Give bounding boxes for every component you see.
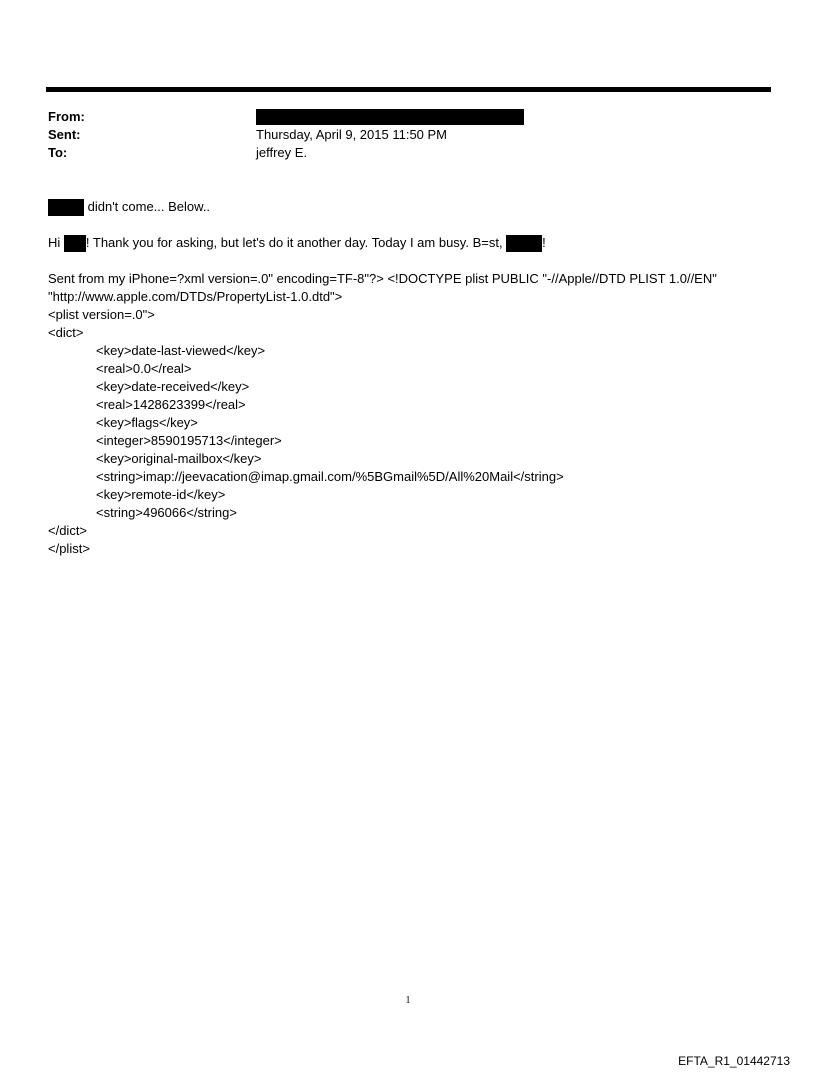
plist-line: <string>496066</string> [96,505,237,520]
page-number: 1 [405,995,411,1006]
body-line-2-mid: ! Thank you for asking, but let's do it another day. Today I am busy. B=st, [85,235,507,250]
sent-row [48,126,768,144]
from-redaction [256,109,524,125]
from-label: From: [48,109,85,124]
plist-line: <real>1428623399</real> [96,397,246,412]
bates-number: EFTA_R1_01442713 [678,1054,790,1068]
plist-line: <key>date-received</key> [96,379,250,394]
plist-line: "http://www.apple.com/DTDs/PropertyList-1.0.dtd"> [48,289,343,304]
body-line-2-end: ! [542,235,546,250]
body-line-2 [48,234,546,252]
body-line-1 [48,198,210,216]
to-label: To: [48,145,68,160]
plist-line: <key>flags</key> [96,415,198,430]
to-value: jeffrey E. [256,145,308,160]
plist-line: <key>remote-id</key> [96,487,226,502]
plist-line: </plist> [48,541,90,556]
body-line-2-hi: Hi [48,235,64,250]
sent-label: Sent: [48,127,81,142]
plist-line: <dict> [48,325,84,340]
sent-value: Thursday, April 9, 2015 11:50 PM [256,127,448,142]
plist-line: <key>original-mailbox</key> [96,451,262,466]
plist-line: <string>imap://jeevacation@imap.gmail.com/%5BGmail%5D/All%20Mail</string> [96,469,564,484]
to-row [48,144,768,162]
plist-line: <integer>8590195713</integer> [96,433,282,448]
plist-line: <plist version=.0"> [48,307,155,322]
plist-line: Sent from my iPhone=?xml version=.0" encoding=TF-8"?> <!DOCTYPE plist PUBLIC "-//Apple//DTD PLIST 1.0//EN" [48,271,717,286]
plist-line: </dict> [48,523,88,538]
recipient-name-redaction [64,235,86,252]
plist-line: <real>0.0</real> [96,361,192,376]
sender-name-redaction [48,199,84,216]
signature-redaction [506,235,542,252]
plist-line: <key>date-last-viewed</key> [96,343,266,358]
body-line-1-text: didn't come... Below.. [84,199,211,214]
from-row [48,108,768,126]
header-rule [46,87,771,92]
